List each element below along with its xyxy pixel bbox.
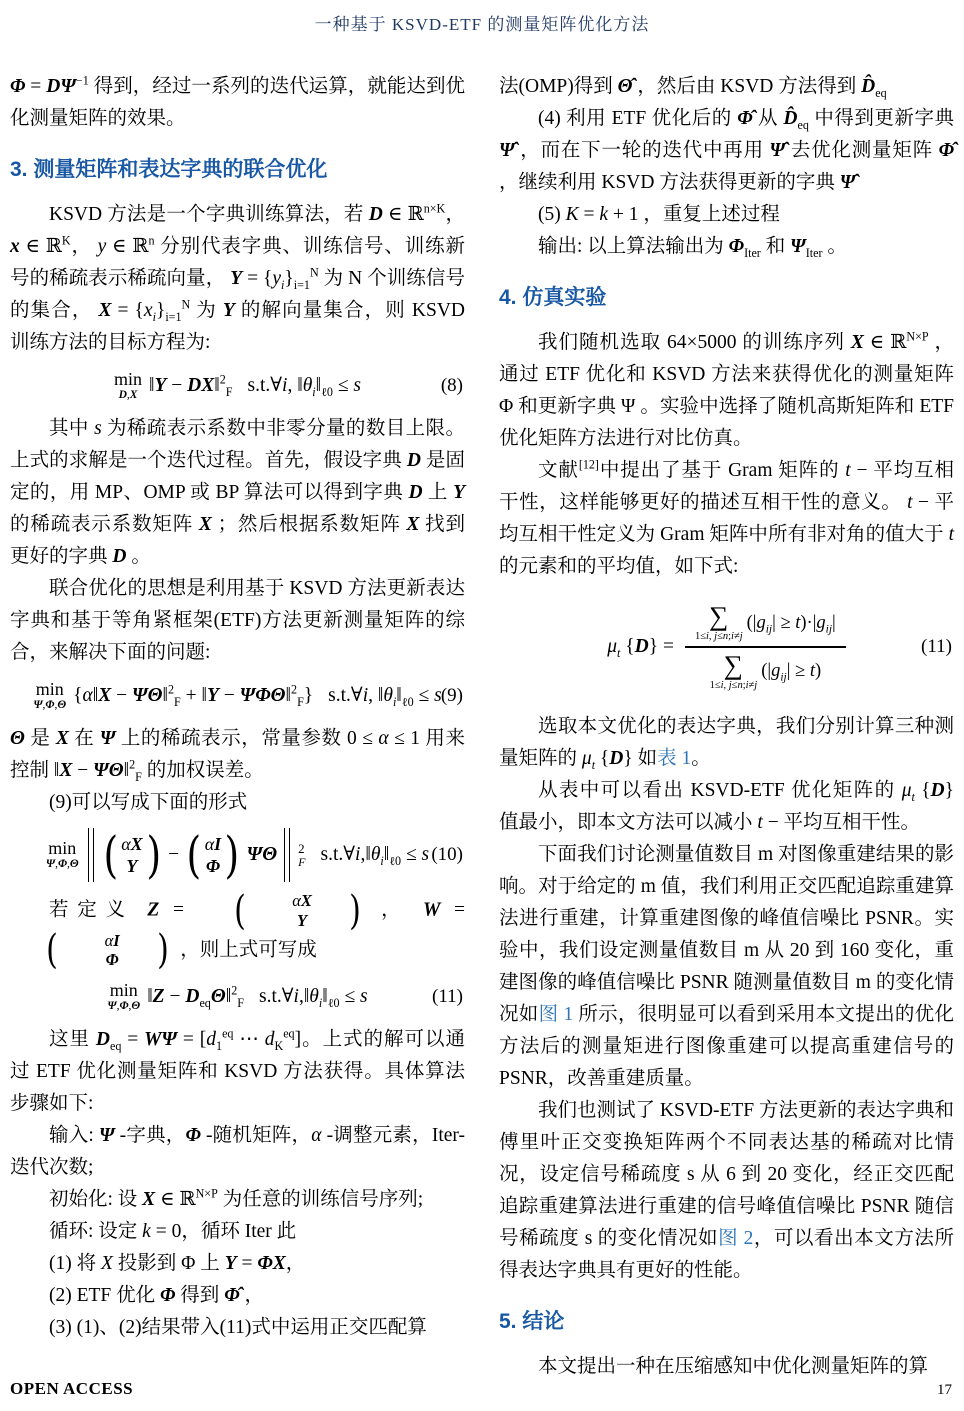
right-column: [499, 71, 954, 1383]
right-paren: ): [146, 825, 161, 884]
fraction-denominator: ∑ 1≤i, j≤n;i≠j $(|g_{ij}| \ge t)$: [709, 649, 822, 691]
equation-9: [10, 678, 465, 714]
min-operator: min D,X: [113, 369, 142, 402]
paragraph-fourier: 我们也测试了 KSVD-ETF 方法更新的表达字典和傅里叶正交变换矩阵两个不同表达基的稀疏对比情况，设定信号稀疏度 s 从 6 到 20 变化，经正交匹配追踪重建算法进行重建的信号峰值信噪比 PSNR 随信号稀疏度 s 的变化情况如图 2，可以看出本文方法所得表达字典具有更好的性能。: [499, 1100, 955, 1281]
norm-bar: [88, 828, 94, 882]
matrix-w: ( αI Φ ): [186, 825, 240, 884]
paragraph-form: (9)可以写成下面的形式: [49, 792, 248, 813]
algorithm-step-5: (5) K = k + 1 ，重复上述过程: [538, 204, 780, 225]
equation-number: (11): [432, 986, 463, 1008]
equation-10: [10, 825, 465, 884]
matrix-w: ( αI Φ ): [46, 927, 169, 974]
paragraph-ksvd: KSVD 方法是一个字典训练算法，若 D ∈ ℝ$^{n\times K}$，x ∈ ℝ$^K$， y ∈ ℝ$^n$ 分别代表字典、训练信号、训练新号的稀疏表示稀疏向量， $Y = \{y_i\}_{i=1}^N$ 为 N 个训练信号的集合， $X = \{x_i\}_{i=1}^N$ 为 Y 的解向量集合，则 KSVD 训练方法的目标方程为:: [10, 201, 465, 353]
left-column: [10, 71, 465, 1383]
min-operator: min Ψ,Φ,Θ: [33, 679, 67, 712]
equation-condition: s.t.∀i, $‖\theta_i‖_{\ell 0} \le s$: [328, 685, 442, 709]
paragraph-conclusion: 本文提出一种在压缩感知中优化测量矩阵的算: [538, 1356, 929, 1377]
algorithm-step-1: (1) 将 X 投影到 Φ 上 Y = ΦX，: [49, 1253, 306, 1275]
equation-condition: $s.t.\forall i,‖\theta_i‖_{\ell 0} \le s$: [258, 986, 368, 1011]
summation: ∑ 1≤i, j≤n;i≠j: [709, 649, 758, 691]
fraction-numerator: ∑ 1≤i, j≤n;i≠j $(|g_{ij}| \ge t)\cdot|g_{ij}|$: [694, 600, 836, 642]
summation: ∑ 1≤i, j≤n;i≠j: [694, 600, 743, 642]
right-paren: ): [224, 825, 240, 884]
two-column-body: [10, 71, 954, 1383]
table-1-link[interactable]: 表 1: [657, 748, 692, 769]
matrix-zx: ( αX Y ): [103, 825, 161, 884]
algorithm-step-2: (2) ETF 优化 Φ 得到 Φ̂ ，: [49, 1285, 264, 1307]
left-paren: (: [186, 825, 202, 884]
equation-number: (9): [440, 685, 463, 706]
equation-expression: {α‖X − ΨΘ‖$^2_F$ + ‖Y − ΨΦΘ‖$^2_F$}: [73, 682, 314, 709]
running-head-title: 一种基于 KSVD-ETF 的测量矩阵优化方法: [314, 15, 650, 34]
equation-expression: ‖Y − DX‖$^2_F$: [149, 372, 233, 399]
page-footer: [10, 1379, 952, 1399]
paragraph-psnr: 下面我们讨论测量值数目 m 对图像重建结果的影响。对于给定的 m 值，我们利用正交匹配追踪重建算法进行重建，计算重建图像的峰值信噪比 PSNR。实验中，我们设定测量值数目 m 从 20 到 160 变化，重建图像的峰值信噪比 PSNR 随测量值数目 m 的变化情况如图 1 所示，很明显可以看到采用本文提出的优化方法后的测量矩进行图像重建可以提高重建信号的 PSNR，改善重建质量。: [499, 844, 954, 1089]
equation-number: (10): [431, 844, 463, 865]
equation-8: [10, 368, 465, 404]
algorithm-step-4: (4) 利用 ETF 优化后的 Φ̂ 从 $D̂_{eq}$ 中得到更新字典 Ψ̂ ，而在下一轮的迭代中再用 Ψ̂ 去优化测量矩阵 Φ̂ ，继续利用 KSVD 方法获得更新的字典 Ψ̂: [499, 108, 954, 193]
equation-condition: s.t.∀i, $‖\theta_i‖_{\ell 0} \le s$: [247, 375, 361, 399]
fraction: [685, 600, 846, 691]
norm-bar: [284, 828, 290, 882]
paragraph-intro: $\Phi = D\Psi^{-1}$ 得到，经过一系列的迭代运算，就能达到优化测量矩阵的效果。: [10, 73, 465, 129]
equation-number: (8): [440, 375, 463, 396]
equation-11-left: [10, 979, 465, 1015]
equation-condition: $s.t.\forall i,‖\theta_i‖_{\ell 0} \le s$: [320, 844, 430, 868]
minus-sign: −: [168, 844, 180, 865]
figure-2-link[interactable]: 图 2: [718, 1228, 754, 1249]
matrix-z: ( αX Y ): [233, 887, 361, 934]
algorithm-input: 输入: Ψ -字典，Φ -随机矩阵，α -调整元素，Iter-迭代次数;: [10, 1125, 465, 1179]
section-3-heading: 3. 测量矩阵和表达字典的联合优化: [10, 158, 328, 181]
paragraph-table-ref: 选取本文优化的表达字典，我们分别计算三种测量矩阵的 $\mu_t$ {D} 如表 1。: [499, 716, 954, 772]
equation-expression: ΨΘ: [246, 844, 278, 865]
min-operator: min Ψ,Φ,Θ: [45, 838, 79, 871]
algorithm-output: 输出: 以上算法输出为 $\Phi_{Iter}$ 和 $\Psi_{Iter}$ 。: [538, 236, 847, 260]
section-4-heading: 4. 仿真实验: [499, 286, 607, 309]
paragraph-sparsity: 其中 s 为稀疏表示系数中非零分量的数目上限。上式的求解是一个迭代过程。首先，假设字典 D 是固定的，用 MP、OMP 或 BP 算法可以得到字典 D 上 Y 的稀疏表示系数矩阵 X ；然后根据系数矩阵 X 找到更好的字典 D 。: [10, 418, 465, 567]
paragraph-define: 若定义 Z = ( αX Y ) ， W = ( αI Φ ) ，则上式可写成: [10, 891, 465, 970]
sup-sub: 2 F: [298, 840, 306, 869]
paragraph-omp: 法(OMP)得到 Θ̂ ，然后由 KSVD 方法得到 $D̂_{eq}$: [499, 76, 887, 100]
paragraph-min-coherence: 从表中可以看出 KSVD-ETF 优化矩阵的 $\mu_t$ {D} 值最小，即本文方法可以减小 t − 平均互相干性。: [499, 780, 954, 833]
fraction-bar: [685, 646, 846, 647]
equation-expression: ‖Z − $D_{eq}\Theta‖^2_F$: [147, 983, 244, 1011]
paragraph-simulation: 我们随机选取 64×5000 的训练序列 X ∈ ℝ$^{N\times P}$ ，通过 ETF 优化和 KSVD 方法来获得优化的测量矩阵 Φ 和更新字典 Ψ 。实验中选择了随机高斯矩阵和 ETF 优化矩阵方法进行对比仿真。: [499, 329, 955, 449]
equation-lhs: $\mu_t$ {D} =: [607, 635, 674, 660]
page-number: 17: [937, 1382, 952, 1398]
left-paren: (: [103, 825, 118, 884]
algorithm-init: 初始化: 设 X ∈ ℝ$^{N\times P}$ 为任意的训练信号序列;: [49, 1186, 424, 1211]
algorithm-step-3: (3) (1)、(2)结果带入(11)式中运用正交匹配算: [49, 1317, 427, 1339]
paragraph-deq: 这里 $D_{eq} = W\Psi = [d_1^{eq}$ ⋯ $d_K^{eq}$]。上式的解可以通过 ETF 优化测量矩阵和 KSVD 方法获得。具体算法步骤如下:: [10, 1026, 466, 1115]
equation-number: (11): [921, 636, 952, 657]
open-access-label: OPEN ACCESS: [10, 1379, 134, 1398]
min-operator: min Ψ,Φ,Θ: [107, 980, 141, 1013]
paragraph-joint: 联合优化的思想是利用基于 KSVD 方法更新表达字典和基于等角紧框架(ETF)方法更新测量矩阵的综合，来解决下面的问题:: [10, 578, 465, 663]
figure-1-link[interactable]: 图 1: [538, 1004, 574, 1025]
section-5-heading: 5. 结论: [499, 1310, 565, 1333]
equation-mu: [499, 597, 954, 697]
algorithm-loop: 循环: 设定 k = 0，循环 Iter 此: [49, 1221, 297, 1243]
paragraph-theta: Θ 是 X 在 Ψ 上的稀疏表示，常量参数 0 ≤ α ≤ 1 用来控制 ‖X − ΨΘ‖$^2_F$ 的加权误差。: [10, 728, 465, 784]
paragraph-gram: 文献[12]中提出了基于 Gram 矩阵的 t − 平均互相干性，这样能够更好的描述互相干性的意义。 t − 平均互相干性定义为 Gram 矩阵中所有非对角的值大于 t 的元素和的平均值，如下式:: [499, 457, 954, 577]
